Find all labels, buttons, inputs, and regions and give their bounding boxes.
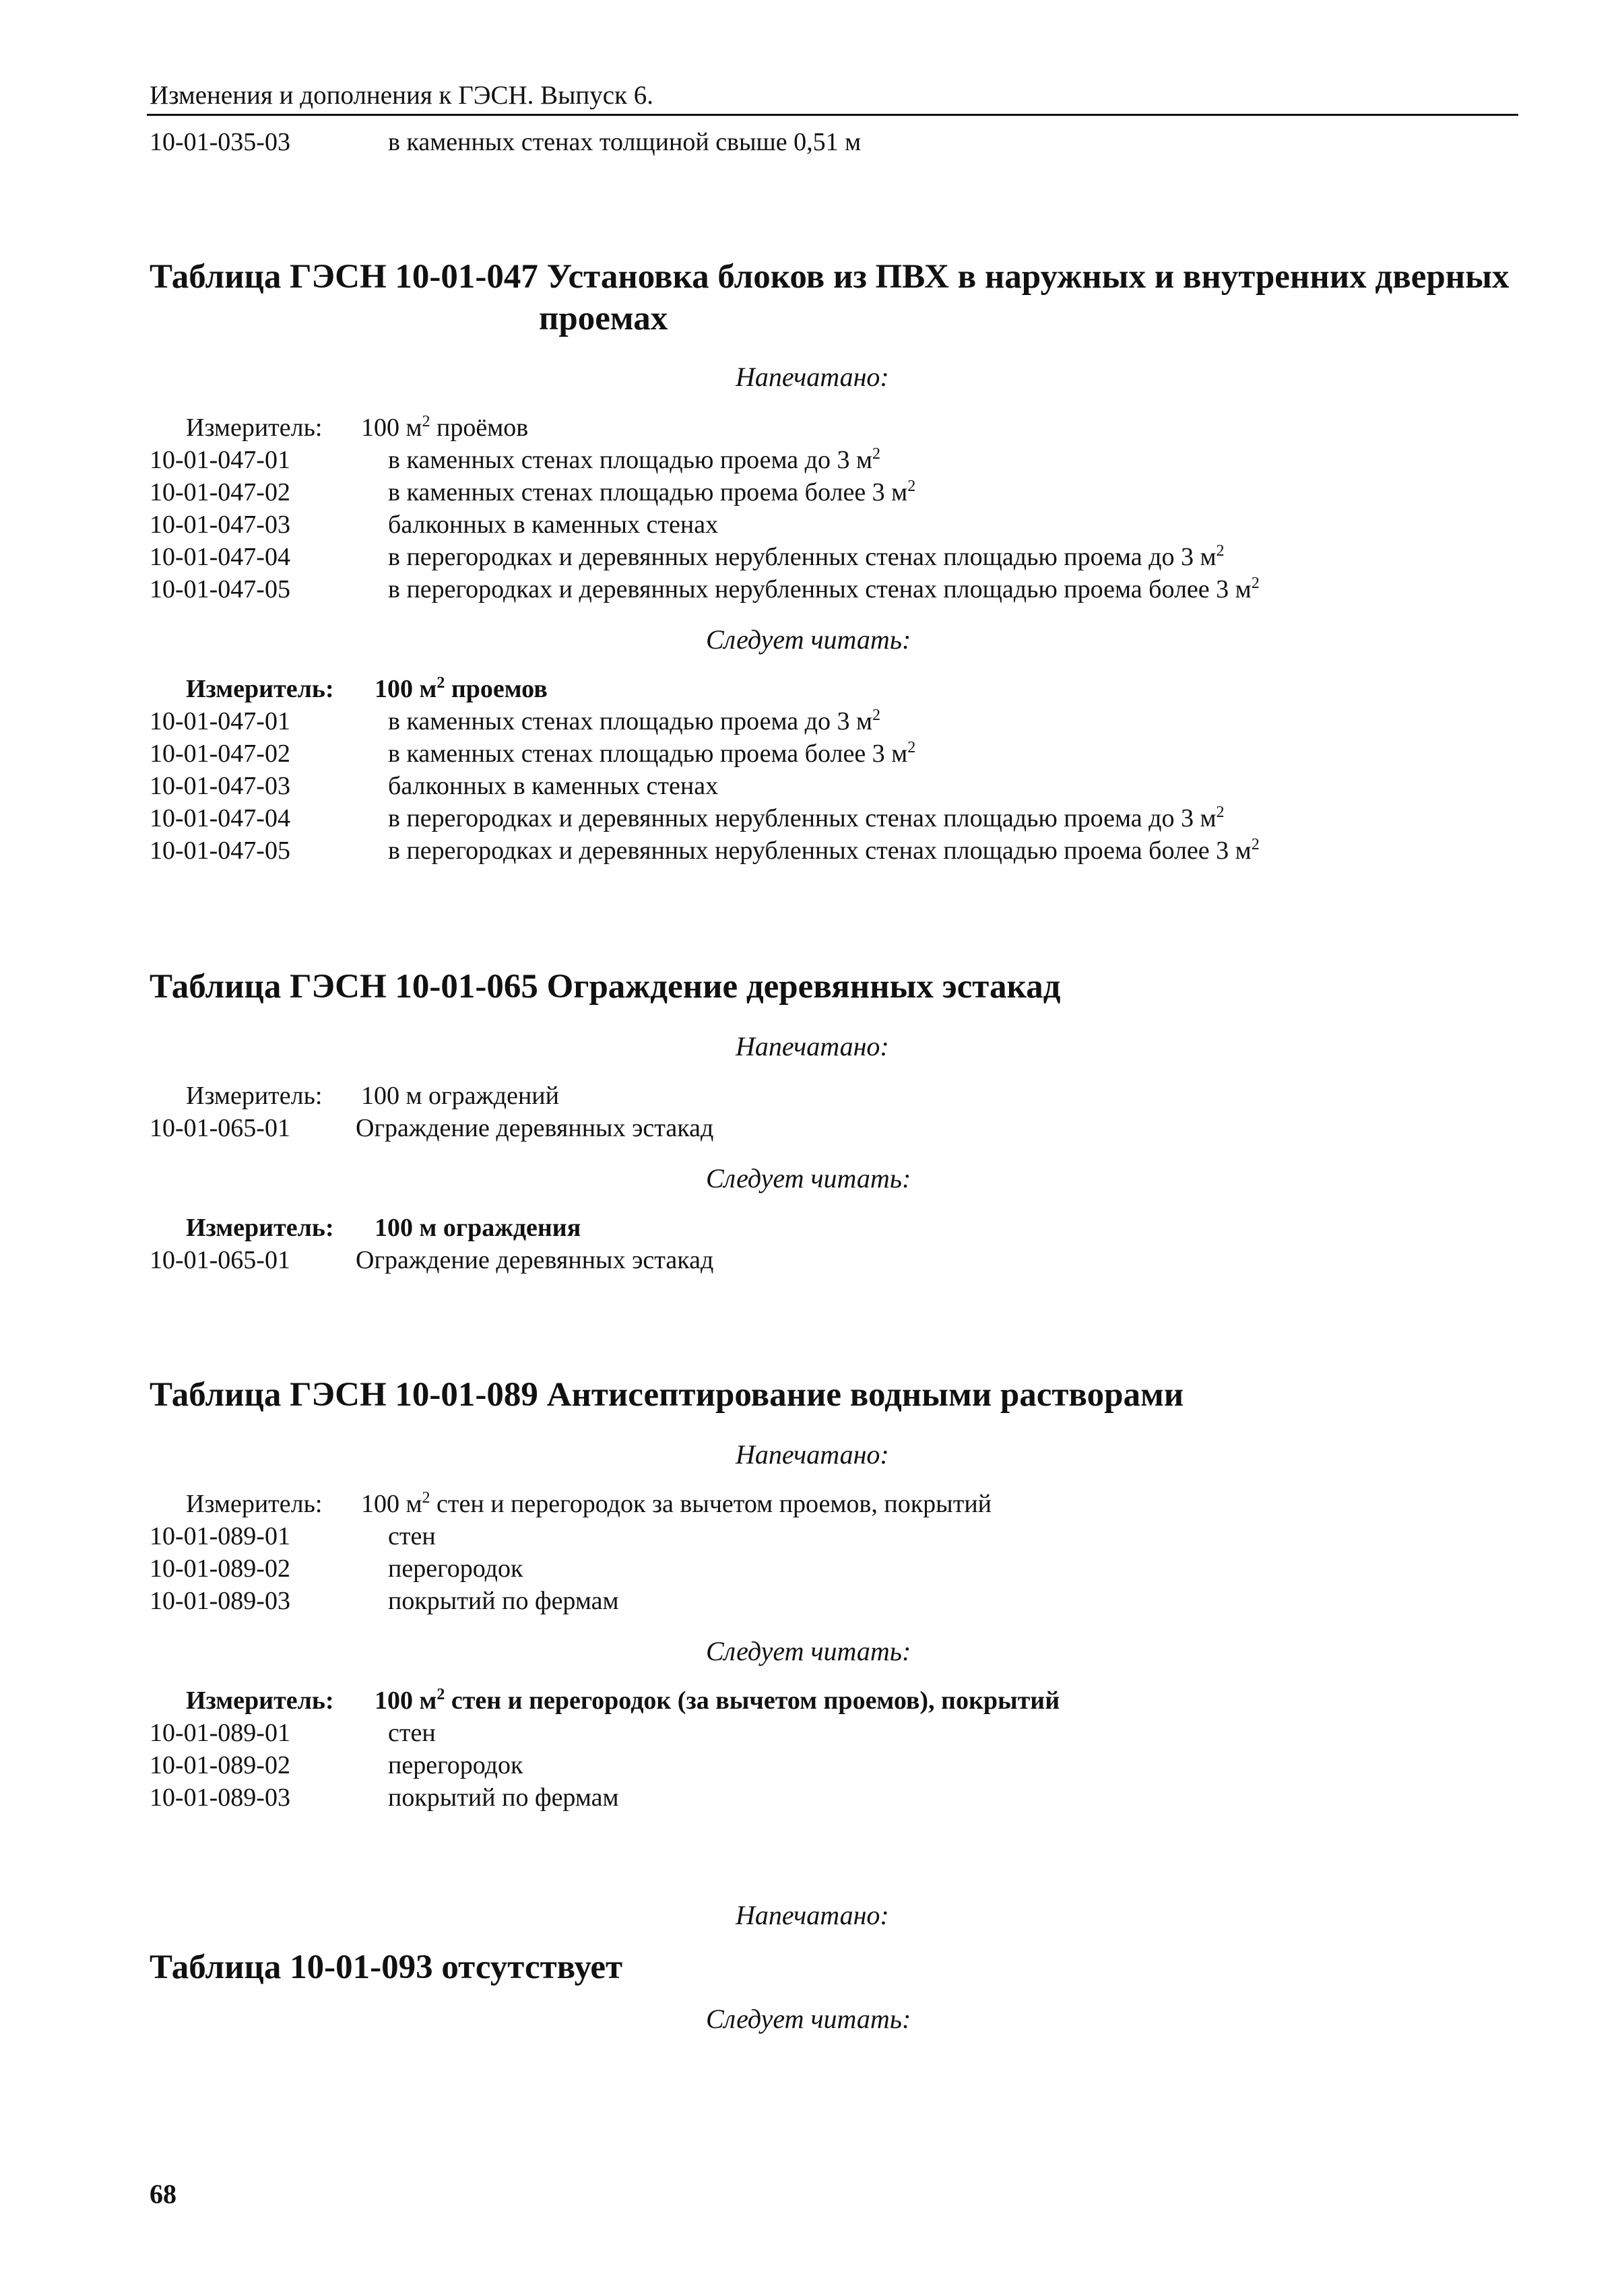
measure-label: Измеритель: (186, 414, 323, 442)
row-code: 10-01-047-02 (150, 478, 290, 506)
measure-value: 100 м ограждений (361, 1082, 559, 1110)
row-text: в перегородках и деревянных нерубленных стенах площадью проема до 3 $м^2$ (388, 803, 1225, 832)
row-code: 10-01-047-01 (150, 707, 290, 735)
row-text: в каменных стенах площадью проема до 3 $м^2$ (388, 445, 881, 474)
row-text: в перегородках и деревянных нерубленных стенах площадью проема более 3 $м^2$ (388, 836, 1260, 865)
measure-value: 100 $м^2$ проёмов (361, 413, 529, 442)
row-code: 10-01-047-03 (150, 772, 290, 800)
row-text: в перегородках и деревянных нерубленных стенах площадью проема более 3 $м^2$ (388, 575, 1260, 603)
table-047-title: Таблица ГЭСН 10-01-047 Установка блоков из ПВХ в наружных и внутренних дверных (150, 258, 1510, 296)
read-as-label: Следует читать: (706, 1636, 911, 1666)
printed-label: Напечатано: (736, 1900, 889, 1930)
row-code: 10-01-089-01 (150, 1719, 290, 1747)
measure-label: Измеритель: (186, 1214, 334, 1242)
printed-label: Напечатано: (736, 1439, 889, 1470)
row-code: 10-01-065-01 (150, 1246, 290, 1274)
measure-value: 100 $м^2$ стен и перегородок за вычетом проемов, покрытий (361, 1489, 992, 1518)
row-code: 10-01-047-03 (150, 511, 290, 539)
measure-value: 100 $м^2$ стен и перегородок (за вычетом проемов), покрытий (375, 1686, 1060, 1715)
row-code: 10-01-047-04 (150, 804, 290, 832)
entry-text: в каменных стенах толщиной свыше 0,51 м (388, 128, 862, 156)
row-text: перегородок (388, 1751, 523, 1779)
row-code: 10-01-047-05 (150, 575, 290, 603)
row-text: перегородок (388, 1554, 523, 1583)
row-text: стен (388, 1719, 436, 1747)
row-text: в каменных стенах площадью проема более 3 $м^2$ (388, 739, 916, 768)
row-text: покрытий по фермам (388, 1587, 619, 1615)
row-text: в каменных стенах площадью проема более 3 $м^2$ (388, 478, 916, 506)
measure-value: 100 $м^2$ проемов (375, 674, 548, 703)
measure-label: Измеритель: (186, 1082, 323, 1110)
table-089-title: Таблица ГЭСН 10-01-089 Антисептирование водными растворами (150, 1376, 1184, 1414)
printed-label: Напечатано: (736, 362, 889, 392)
row-text: стен (388, 1522, 436, 1550)
row-code: 10-01-047-02 (150, 740, 290, 768)
table-047-title-continued: проемах (539, 300, 668, 337)
row-text: балконных в каменных стенах (388, 511, 719, 539)
page-number: 68 (150, 2179, 176, 2209)
measure-label: Измеритель: (186, 675, 334, 703)
row-code: 10-01-047-04 (150, 543, 290, 571)
table-093-title: Таблица 10-01-093 отсутствует (150, 1948, 623, 1986)
read-as-label: Следует читать: (706, 1163, 911, 1193)
row-text: покрытий по фермам (388, 1783, 619, 1812)
row-text: в перегородках и деревянных нерубленных стенах площадью проема до 3 $м^2$ (388, 542, 1225, 571)
row-code: 10-01-089-02 (150, 1751, 290, 1779)
measure-label: Измеритель: (186, 1490, 323, 1518)
row-code: 10-01-089-02 (150, 1554, 290, 1583)
measure-value: 100 м ограждения (375, 1214, 581, 1242)
printed-label: Напечатано: (736, 1031, 889, 1061)
row-text: балконных в каменных стенах (388, 772, 719, 800)
row-text: Ограждение деревянных эстакад (356, 1246, 714, 1274)
row-code: 10-01-065-01 (150, 1114, 290, 1142)
measure-label: Измеритель: (186, 1686, 334, 1715)
row-code: 10-01-089-01 (150, 1522, 290, 1550)
read-as-label: Следует читать: (706, 624, 911, 655)
row-code: 10-01-047-05 (150, 837, 290, 865)
table-065-title: Таблица ГЭСН 10-01-065 Ограждение деревянных эстакад (150, 968, 1061, 1006)
row-code: 10-01-047-01 (150, 446, 290, 474)
row-text: в каменных стенах площадью проема до 3 $м^2$ (388, 707, 881, 735)
row-code: 10-01-089-03 (150, 1587, 290, 1615)
row-text: Ограждение деревянных эстакад (356, 1114, 714, 1142)
entry-code: 10-01-035-03 (150, 128, 290, 156)
read-as-label: Следует читать: (706, 2004, 911, 2034)
header-divider (147, 114, 1518, 116)
row-code: 10-01-089-03 (150, 1783, 290, 1812)
running-header: Изменения и дополнения к ГЭСН. Выпуск 6. (150, 81, 654, 110)
